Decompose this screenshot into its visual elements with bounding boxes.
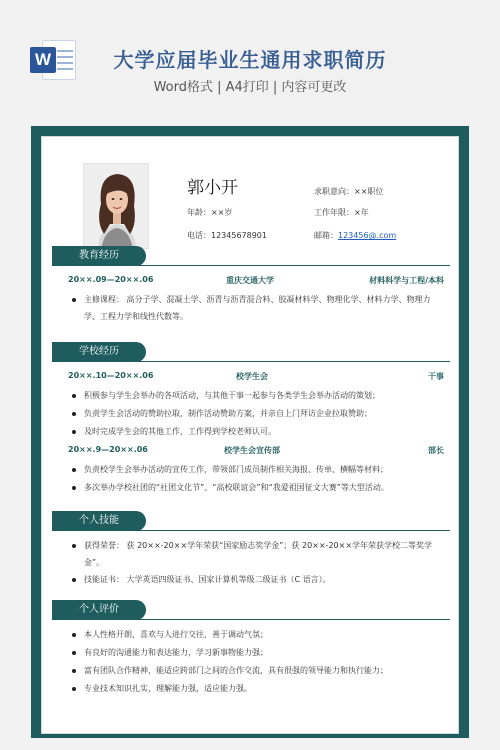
bullet-icon [72,412,76,416]
job-intent-field: 求职意向：××职位 [314,187,384,196]
bullet-icon [72,394,76,398]
list-item [68,479,446,496]
bullet-icon [72,651,76,655]
bullet-icon [72,687,76,691]
banner [0,0,500,112]
list-item [68,626,446,643]
list-item [68,461,446,478]
list-item [68,644,446,661]
word-badge-icon: W [30,47,56,73]
section-divider [52,361,450,362]
bullet-icon [72,578,76,582]
experience-field: 工作年限：×年 [314,208,369,217]
list-item [68,680,446,697]
section-evaluation-title: 个人评价 [52,600,146,620]
evaluation-bullet: 专业技术知识扎实，理解能力强，适应能力强。 [84,684,252,693]
campus-entry-1 [68,371,444,383]
section-skills-title: 个人技能 [52,511,146,531]
campus-bullet: 负责学生会活动的赞助拉取，制作活动赞助方案，并亲自上门拜访企业拉取赞助； [84,409,372,418]
bullet-icon [72,486,76,490]
list-item [68,405,446,422]
section-campus-header [52,342,450,362]
education-major: 材料科学与工程/本科 [369,276,444,285]
candidate-name: 郭小开 [187,178,238,198]
resume-page [41,136,459,734]
list-item [68,571,446,588]
list-item [68,537,446,571]
campus-role-2: 部长 [428,446,444,455]
bullet-icon [72,298,76,302]
campus-bullet: 负责校学生会举办活动的宣传工作，带领部门成员制作相关海报、传单、横幅等材料； [84,465,388,474]
email-link[interactable]: 123456@.com [338,231,397,240]
section-evaluation-header [52,600,450,620]
section-campus-title: 学校经历 [52,342,146,362]
campus-org-2: 校学生会宣传部 [224,446,280,455]
education-entry [68,275,444,287]
evaluation-bullet: 本人性格开朗，喜欢与人进行交往，善于调动气氛； [84,630,268,639]
skills-honors: 获得荣誉： 获 20××-20××学年荣获“国家励志奖学金”；获 20××-20××学年荣获学校二等奖学金”。 [84,541,433,567]
section-education-header [52,246,450,266]
banner-subtitle: Word格式 | A4打印 | 内容可更改 [153,80,347,95]
bullet-icon [72,468,76,472]
campus-entry-2 [68,445,444,457]
campus-bullet: 多次举办学校社团的“社团文化节”、“高校联谊会”和“我爱祖国征文大赛”等大型活动。 [84,483,389,492]
bullet-icon [72,430,76,434]
campus-date-2: 20××.9—20××.06 [68,445,148,454]
bullet-icon [72,633,76,637]
section-divider [52,530,450,531]
campus-org-1: 校学生会 [236,372,268,381]
list-item [68,387,446,404]
phone-field: 电话：12345678901 [187,231,267,240]
section-education-title: 教育经历 [52,246,146,266]
list-item [68,662,446,679]
banner-title: 大学应届毕业生通用求职简历 [113,48,387,72]
section-divider [52,619,450,620]
evaluation-bullet: 富有团队合作精神，能适应跨部门之间的合作交流，具有很强的领导能力和执行能力； [84,666,388,675]
evaluation-bullet: 有良好的沟通能力和表达能力，学习新事物能力强； [84,648,268,657]
bullet-icon [72,669,76,673]
campus-date-1: 20××.10—20××.06 [68,371,154,380]
profile-photo [83,163,149,249]
email-label: 邮箱： [314,231,338,240]
age-field: 年龄：××岁 [187,208,233,217]
resume-frame [31,126,469,738]
bullet-icon [72,544,76,548]
email-field [314,230,396,241]
education-courses: 主修课程： 高分子学、混凝土学、沥青与沥青混合料、胶凝材料学、物理化学、材料力学、物理力学、工程力学和线性代数等。 [84,295,431,321]
campus-bullet: 积极参与学生会举办的各项活动，与其他干事一起参与各类学生会举办活动的策划； [84,391,380,400]
list-item [68,423,446,440]
education-school: 重庆交通大学 [226,276,274,285]
skills-certificates: 技能证书： 大学英语四级证书、国家计算机等级二级证书（C 语言）。 [84,575,331,584]
section-divider [52,265,450,266]
section-skills-header [52,511,450,531]
education-date: 20××.09—20××.06 [68,275,154,284]
campus-bullet: 及时完成学生会的其他工作，工作得到学校老师认可。 [84,427,276,436]
campus-role-1: 干事 [428,372,444,381]
list-item [68,291,446,325]
